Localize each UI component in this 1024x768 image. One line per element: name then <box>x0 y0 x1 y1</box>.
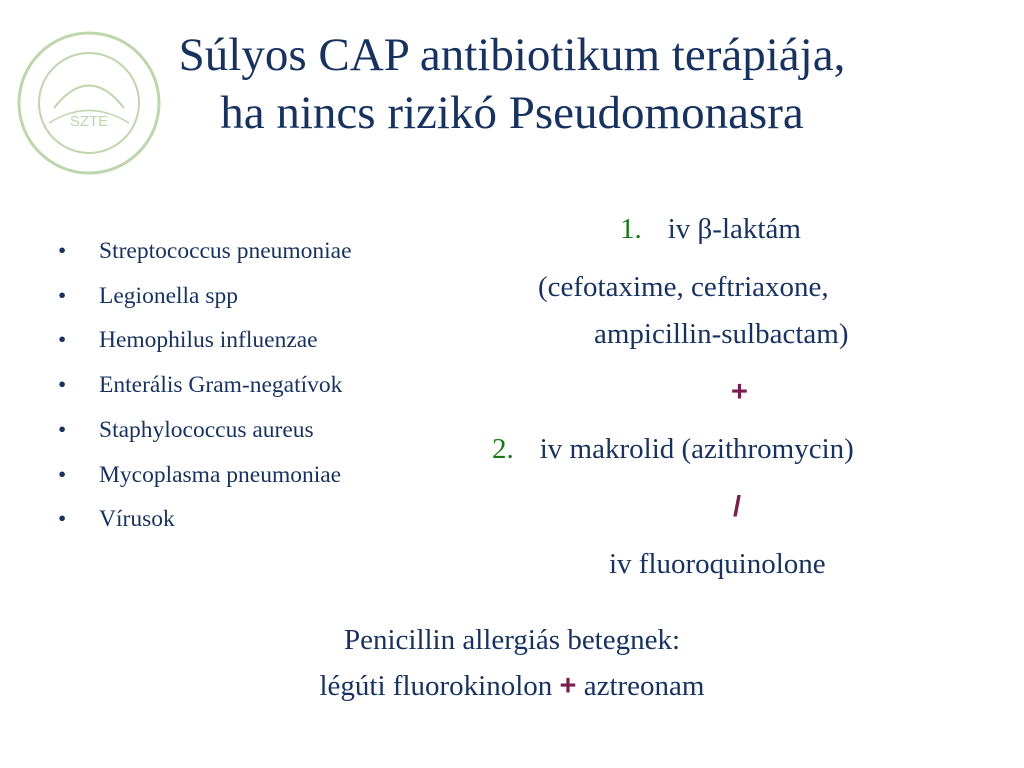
allergy-drug-2: aztreonam <box>583 670 705 702</box>
list-item <box>58 229 498 274</box>
therapy-alternative: iv fluoroquinolone <box>609 548 826 580</box>
bullet-icon: • <box>58 372 67 399</box>
pathogen-label: Mycoplasma pneumoniae <box>99 461 342 488</box>
therapy-item-2 <box>492 423 854 475</box>
list-item <box>58 363 498 408</box>
allergy-drug-1: légúti fluorokinolon <box>319 670 553 702</box>
item-text: iv β-laktám <box>667 213 801 245</box>
pathogen-label: Staphylococcus aureus <box>99 416 314 443</box>
pathogen-label: Legionella spp <box>99 282 239 309</box>
allergy-note-line-2 <box>0 663 1024 709</box>
bullet-icon: • <box>58 238 67 264</box>
pathogen-label: Streptococcus pneumoniae <box>99 238 352 264</box>
bullet-icon: • <box>58 282 67 309</box>
title-line-2: ha nincs rizikó Pseudomonasra <box>220 87 804 139</box>
bullet-icon: • <box>58 327 67 354</box>
pathogen-label: Vírusok <box>99 506 175 533</box>
or-operator: / <box>733 491 742 523</box>
plus-operator: + <box>731 376 748 408</box>
bullet-icon: • <box>58 416 67 443</box>
slide-title <box>40 26 984 142</box>
item-text: iv makrolid (azithromycin) <box>539 433 854 465</box>
item-number: 1. <box>620 213 642 245</box>
allergy-note <box>0 617 1024 709</box>
therapy-item-1 <box>620 203 801 255</box>
bullet-icon: • <box>58 506 67 533</box>
title-line-1: Súlyos CAP antibiotikum terápiája, <box>178 29 846 81</box>
list-item <box>58 453 498 498</box>
list-item <box>58 318 498 363</box>
list-item <box>58 274 498 319</box>
therapy-item-1-detail-2: ampicillin-sulbactam) <box>594 318 849 350</box>
allergy-note-line-1: Penicillin allergiás betegnek: <box>343 624 681 656</box>
bullet-icon: • <box>58 461 67 488</box>
plus-operator: + <box>559 670 577 702</box>
list-item <box>58 497 498 542</box>
pathogen-list <box>58 229 498 542</box>
therapy-item-1-detail-1: (cefotaxime, ceftriaxone, <box>538 271 829 303</box>
seal-label: SZTE <box>69 113 109 130</box>
item-number: 2. <box>492 433 514 465</box>
list-item <box>58 408 498 453</box>
pathogen-label: Hemophilus influenzae <box>99 327 318 354</box>
pathogen-label: Enterális Gram-negatívok <box>99 372 343 399</box>
